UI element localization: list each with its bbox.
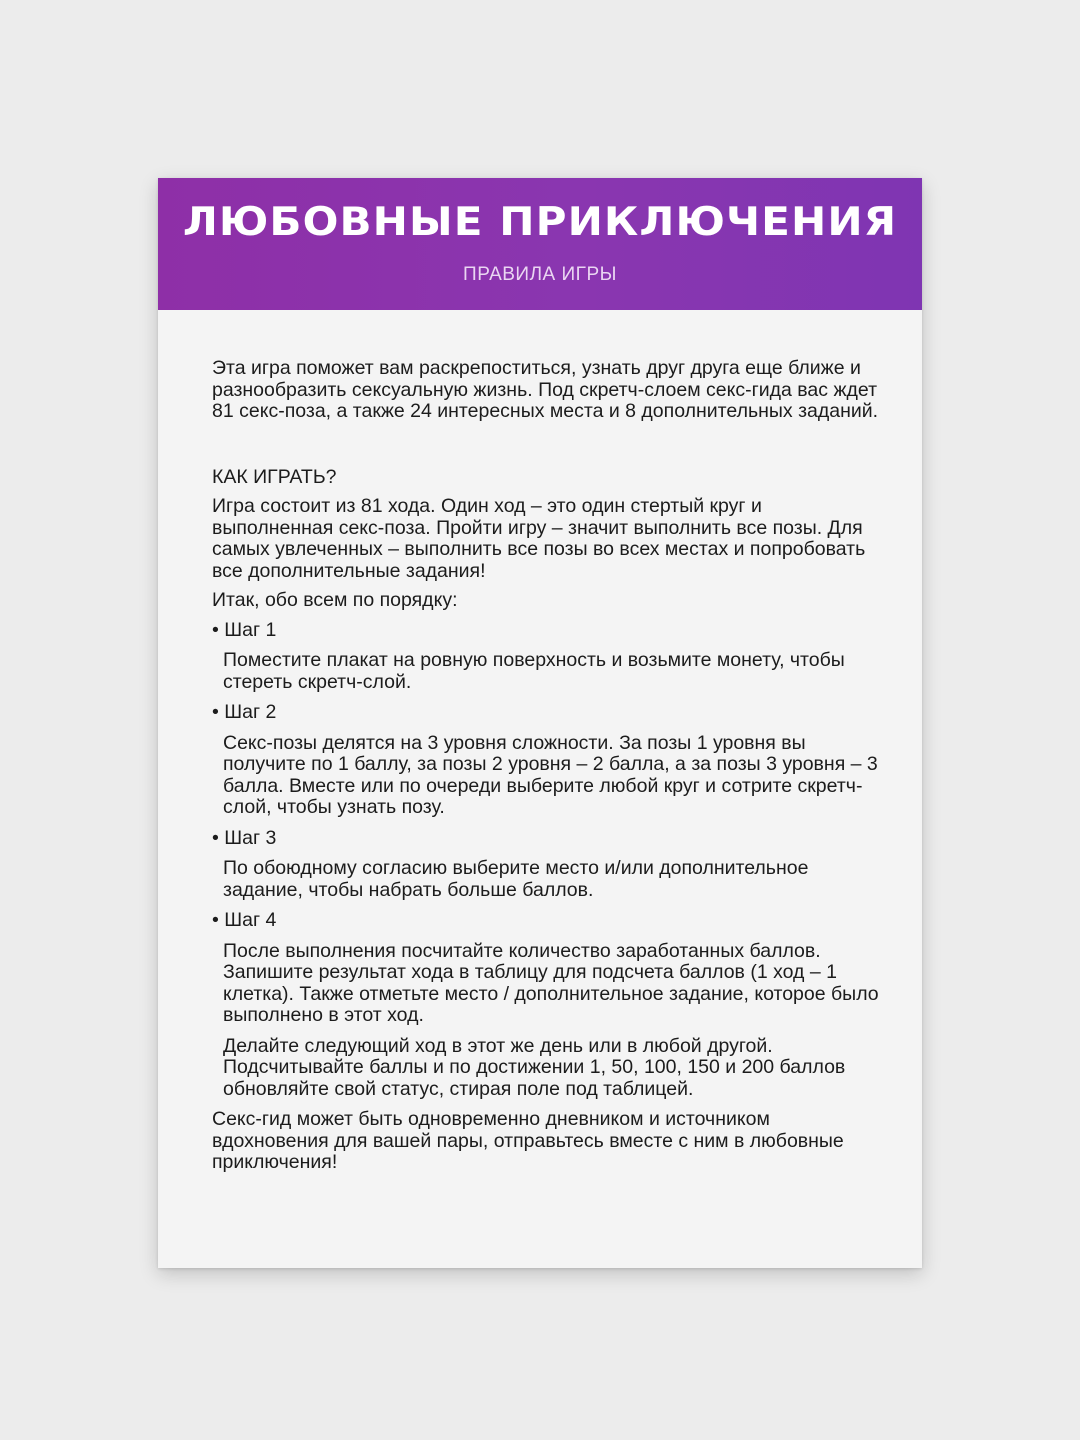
header-banner [158,178,922,310]
step-title: • Шаг 2 [212,701,277,723]
step-2 [212,702,882,819]
rules-content [212,358,882,1182]
rules-card [158,178,922,1268]
how-to-play-description: Игра состоит из 81 хода. Один ход – это один стертый круг и выполненная секс-поза. Пройти игру – значит выполнить все позы. Для самых увлеченных – выполнить все позы во всех местах и попробовать все дополнительные задания! [212,495,866,582]
step-title: • Шаг 3 [212,826,277,849]
closing-paragraph: Секс-гид может быть одновременно дневником и источником вдохновения для вашей пары, отправьтесь вместе с ним в любовные приключения! [212,1108,844,1173]
step-1 [212,620,882,694]
step-body: Поместите плакат на ровную поверхность и возьмите монету, чтобы стереть скретч-слой. [223,649,845,693]
game-title: ЛЮБОВНЫЕ ПРИКЛЮЧЕНИЯ [182,200,898,245]
step-title: • Шаг 1 [212,618,277,641]
step-3 [212,828,882,902]
rules-subtitle: ПРАВИЛА ИГРЫ [463,264,617,285]
step-title: • Шаг 4 [212,909,277,931]
lead-in: Итак, обо всем по порядку: [212,589,458,611]
intro-paragraph: Эта игра поможет вам раскрепоститься, узнать друг друга еще ближе и разнообразить сексуальную жизнь. Под скретч-слоем секс-гида вас ждет 81 секс-поза, а также 24 интересных места и 8 дополнительных заданий. [212,357,879,422]
step-body: После выполнения посчитайте количество заработанных баллов. Запишите результат хода в таблицу для подсчета баллов (1 ход – 1 клетка). Также отметьте место / дополнительное задание, которое было выполнено в этот ход. [223,939,879,1026]
how-to-play-heading: КАК ИГРАТЬ? [212,465,337,488]
step-body: Секс-позы делятся на 3 уровня сложности. За позы 1 уровня вы получите по 1 баллу, за позы 2 уровня – 2 балла, а за позы 3 уровня – 3 балла. Вместе или по очереди выберите любой круг и сотрите скретч-слой, чтобы узнать позу. [223,731,878,818]
step-4 [212,910,882,1100]
step-body-continued: Делайте следующий ход в этот же день или в любой другой. Подсчитывайте баллы и по достижении 1, 50, 100, 150 и 200 баллов обновляйте свой статус, стирая поле под таблицей. [223,1034,846,1100]
step-body: По обоюдному согласию выберите место и/или дополнительное задание, чтобы набрать больше баллов. [223,857,809,901]
